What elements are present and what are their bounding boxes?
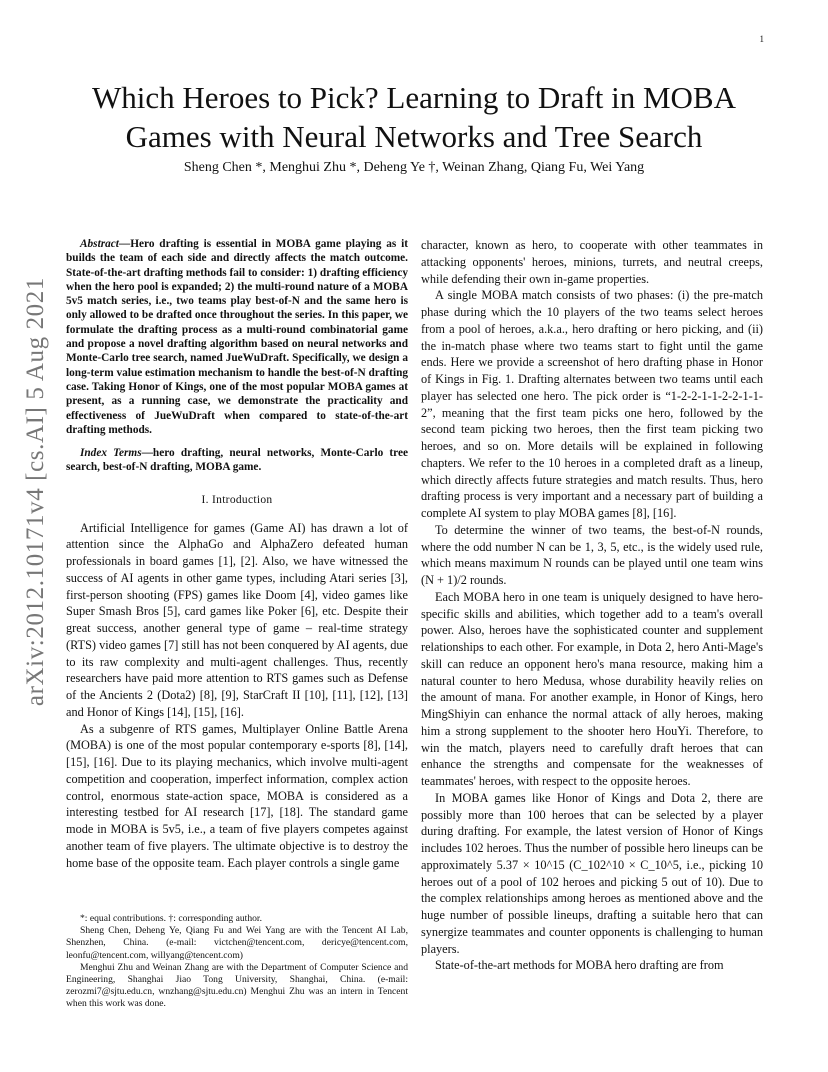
footnote: Menghui Zhu and Weinan Zhang are with the Department of Computer Science and Engineering, Shanghai Jiao Tong University, Shanghai, China. (e-mail: zerozmi7@sjtu.edu.cn, wnzhang@sjtu.edu.cn) Menghui Zhu was an intern in Tencent when this work was done. [66, 961, 408, 1010]
right-column [421, 237, 763, 974]
paragraph: Artificial Intelligence for games (Game AI) has drawn a lot of attention since the AlphaGo and AlphaZero defeated human professionals in board games [1], [2]. Also, we have witnessed the success of AI agents in other game types, including Atari series [3], first-person shooting (FPS) games like Doom [4], video games like Super Smash Bros [5], card games like Poker [6], etc. Despite their great success, another general type of game – real-time strategy (RTS) video games [7] still has not been conquered by AI agents, due to its raw complexity and multi-agent challenges. Thus, recently researchers have paid more attention to RTS games such as Defense of the Ancients 2 (Dota2) [8], [9], StarCraft II [10], [11], [12], [13] and Honor of Kings [14], [15], [16]. [66, 520, 408, 719]
index-terms-label: Index Terms [80, 447, 142, 460]
footnote: Sheng Chen, Deheng Ye, Qiang Fu and Wei Yang are with the Tencent AI Lab, Shenzhen, China. (e-mail: victchen@tencent.com, dericye@tencent.com, leonfu@tencent.com, willyang@tencent.com) [66, 925, 408, 961]
arxiv-stamp-text: arXiv:2012.10171v4 [cs.AI] 5 Aug 2021 [22, 277, 49, 707]
paragraph: Each MOBA hero in one team is uniquely designed to have hero-specific skills and abilities, which together add to a team's overall power. Also, heroes have the sophisticated counter and supplement relationships to each other. For example, in Dota 2, hero Anti-Mage's skill can reduce an opponent hero's mana resource, making him a natural counter to hero Medusa, whose durability heavily relies on the amount of mana. For another example, in Honor of Kings, hero MingShiyin can enhance the normal attack of ally heroes, making him a strong supplement to the shooter hero HouYi. Therefore, to win the match, players need to carefully draft heroes that can enhance the strengths and compensate for the weaknesses of teammates' heroes, with respect to the opposite heroes. [421, 589, 763, 788]
paper-title: Which Heroes to Pick? Learning to Draft in MOBA Games with Neural Networks and Tree Search [92, 80, 736, 154]
abstract [66, 237, 408, 437]
footnote: *: equal contributions. †: corresponding author. [80, 913, 262, 924]
abstract-text: —Hero drafting is essential in MOBA game playing as it builds the team of each side and directly affects the match outcome. State-of-the-art drafting methods fail to consider: 1) drafting efficiency when the hero pool is expanded; 2) the multi-round nature of a MOBA 5v5 match series, i.e., two teams play best-of-N and the same hero is only allowed to be drafted once throughout the series. In this paper, we formulate the drafting process as a multi-round combinatorial game and propose a novel drafting algorithm based on neural networks and Monte-Carlo tree search, named JueWuDraft. Specifically, we design a long-term value estimation mechanism to handle the best-of-N drafting case. Taking Honor of Kings, one of the most popular MOBA games at present, as a running case, we demonstrate the practicality and effectiveness of JueWuDraft when compared to state-of-the-art drafting methods. [66, 238, 409, 436]
page-number: 1 [759, 34, 764, 44]
left-column [66, 237, 408, 871]
paragraph: State-of-the-art methods for MOBA hero drafting are from [435, 958, 724, 973]
arxiv-stamp [16, 277, 56, 707]
footnotes [66, 913, 408, 1011]
paragraph: As a subgenre of RTS games, Multiplayer Online Battle Arena (MOBA) is one of the most popular contemporary e-sports [8], [14], [15], [16]. Due to its playing mechanics, which involve multi-agent competition and cooperation, imperfect information, complex action control, enormous state-action space, MOBA is considered as a interesting testbed for AI research [17], [18]. The standard game mode in MOBA is 5v5, i.e., a team of five players competes against another team of five players. The ultimate objective is to destroy the home base of the opposite team. Each player controls a single game [66, 721, 408, 870]
author-list: Sheng Chen *, Menghui Zhu *, Deheng Ye †, Weinan Zhang, Qiang Fu, Wei Yang [183, 160, 645, 175]
paragraph: character, known as hero, to cooperate with other teammates in attacking opponents' heroes, minions, turrets, and neutral creeps, while defending their own in-game properties. [421, 238, 763, 286]
paragraph: To determine the winner of two teams, the best-of-N rounds, where the odd number N can be 1, 3, 5, etc., is the widely used rule, which means maximum N rounds can be played until one team wins (N + 1)/2 rounds. [421, 522, 763, 587]
index-terms [66, 446, 408, 475]
section-heading: I. Introduction [201, 493, 273, 506]
index-terms-text: —hero drafting, neural networks, Monte-Carlo tree search, best-of-N drafting, MOBA game. [66, 447, 408, 474]
paragraph: In MOBA games like Honor of Kings and Dota 2, there are possibly more than 100 heroes that can be selected by a player during drafting. For example, the latest version of Honor of Kings includes 102 heroes. Thus the number of possible hero lineups can be approximately 5.37 × 10^15 (C_102^10 × C_10^5, i.e., picking 10 heroes out of a pool of 102 heroes and picking 5 out of 10). Due to the complex relationships among heroes as mentioned above and the huge number of possible lineups, drafting a suitable hero that can synergize teammates and counter opponents is challenging to human players. [421, 790, 763, 956]
abstract-label: Abstract [80, 238, 119, 250]
paragraph: A single MOBA match consists of two phases: (i) the pre-match phase during which the 10 players of the two teams select heroes from a pool of heroes, a.k.a., hero drafting or hero picking, and (ii) the in-match phase where two teams start to fight until the game ends. Here we provide a screenshot of hero drafting phase in Honor of Kings in Fig. 1. Drafting alternates between two teams until each player has selected one hero. The pick order is “1-2-2-1-1-2-2-1-1-2”, meaning that the first team picks one hero, followed by the second team picking two heroes, then the first team picking two heroes, and so on. More details will be explained in following chapters. We refer to the 10 heroes in a completed draft as a lineup, which directly affects future strategies and match results. Thus, hero drafting process is very important and a necessary part of building a complete AI system to play MOBA games [8], [16]. [421, 288, 763, 520]
